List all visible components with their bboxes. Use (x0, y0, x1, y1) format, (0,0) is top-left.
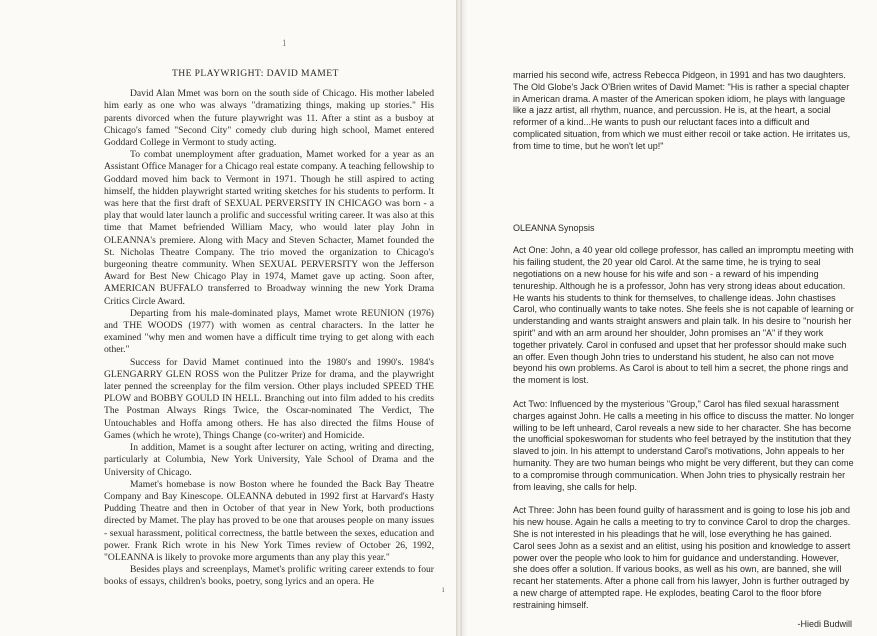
synopsis-title: OLEANNA Synopsis (513, 222, 595, 233)
article-paragraph: In addition, Mamet is a sought after lecturer on acting, writing and directing, particularly at Columbia, New York University, Yale School of Drama and the University of Chicago. (104, 442, 434, 478)
act-text: Influenced by the mysterious "Group," Carol has filed sexual harassment charges against John. He calls a meeting in his office to discuss the matter. No longer willing to be left unheard, Carol reveals a new side to her character. She has become the unofficial spokeswoman for students who feel betrayed by the institution that they slaved to join. In his attempt to understand Carol's motivations, John appeals to her humanity. They are two human beings who might be very different, but they can come to a compromise through communication. When John tries to physically restrain her from leaving, she calls for help. (513, 398, 855, 492)
act-two-paragraph (513, 399, 854, 493)
article-paragraph: Besides plays and screenplays, Mamet's prolific writing career extends to four books of essays, children's books, poetry, song lyrics and an opera. He (104, 564, 434, 588)
continuation-paragraph: married his second wife, actress Rebecca Pidgeon, in 1991 and has two daughters. The Old Globe's Jack O'Brien writes of David Mamet: "His is rather a special chapter in American drama. A master of the American spoken idiom, he plays with language like a jazz artist, all rhythm, nuance, and percussion. He is, at the heart, a social reformer of a kind...He wants to push our reluctant faces into a difficult and complicated situation, from which we must either recoil or take action. He irritates us, from time to time, but he won't let up!" (513, 70, 851, 151)
act-text: John, a 40 year old college professor, has called an impromptu meeting with his failing student, the 20 year old Carol. At the same time, he is trying to seal negotiations on a new house for his wife and son - a reward of his impending tenureship. Although he is a professor, John has very strong ideas about education. He wants his students to think for themselves, to challenge ideas. John chastises Carol, who continually wants to take notes. She feels she is not capable of learning or understanding and wants straight answers and plain talk. In his desire to "nourish her spirit" and with an arm around her shoulder, John promises an "A" if they work together privately. Carol in confused and upset that her professor should make such an offer. Even though John tries to understand his student, he also can not move beyond his own problems. As Carol is about to tell him a secret, the phone rings and the moment is lost. (513, 245, 854, 386)
article-paragraph: To combat unemployment after graduation, Mamet worked for a year as an Assistant Office Manager for a Chicago real estate company. A teaching fellowship to Goddard moved him back to Vermont in 1971. Though he still aspired to acting himself, the hidden playwright started writing sketches for his students to perform. It was here that the first draft of SEXUAL PERVERSITY IN CHICAGO was born - a play that would later launch a prolific and successful writing career. It was also at this time that Mamet befriended William Macy, who would later play John in OLEANNA's premiere. Along with Macy and Steven Schacter, Mamet founded the St. Nicholas Theatre Company. The trio moved the organization to Chicago's burgeoning theatre community. When SEXUAL PERVERSITY won the Jefferson Award for Best New Chicago Play in 1974, Mamet gave up acting. Soon after, AMERICAN BUFFALO transferred to Broadway winning the new York Drama Critics Circle Award. (104, 149, 434, 307)
page-mark: 1 (282, 38, 287, 48)
article-paragraph: David Alan Mmet was born on the south side of Chicago. His mother labeled him early as one who was always "dramatizing things, making up stories." His parents divorced when the future playwright was 11. After a stint as a busboy at Chicago's famed "Second City" comedy club during high school, Mamet entered Goddard College in Vermont to study acting. (104, 88, 434, 149)
act-text: John has been found guilty of harassment and is going to lose his job and his new house. Again he calls a meeting to try to convince Carol to drop the charges. She is not interested in his pleadings that he will, lose everything he has gained. Carol sees John as a sexist and an elitist, using his position and knowledge to assert power over the people who look to him for guidance and understanding. However, she does offer a solution. If various books, as well as his own, are banned, she will recant her statements. After a phone call from his lawyer, John is further outraged by a new charge of attempted rape. He explodes, beating Carol to the floor bfore restraining himself. (513, 505, 851, 610)
right-page (442, 0, 877, 636)
act-label: Act One: (513, 245, 549, 256)
playwright-article (104, 68, 434, 589)
article-title: THE PLAYWRIGHT: DAVID MAMET (172, 68, 339, 79)
article-paragraph: Departing from his male-dominated plays, Mamet wrote REUNION (1976) and THE WOODS (1977) with women as central characters. In the latter he examined "why men and women have a difficult time trying to get along with each other." (104, 307, 434, 356)
article-paragraph: Success for David Mamet continued into the 1980's and 1990's. 1984's GLENGARRY GLEN ROSS won the Pulitzer Prize for drama, and the playwright later penned the screenplay for the film version. Other plays included SPEED THE PLOW and BOBBY GOULD IN HELL. Branching out into film added to his credits The Postman Always Rings Twice, the Oscar-nominated The Verdict, The Untouchables and Hoffa among others. He has also directed the films House of Games (which he wrote), Things Change (co-writer) and Homicide. (104, 356, 434, 441)
act-label: Act Two: (513, 398, 548, 409)
article-paragraph: Mamet's homebase is now Boston where he founded the Back Bay Theatre Company and Bay Kinescope. OLEANNA debuted in 1992 first at Harvard's Hasty Pudding Theatre and then in October of that year in New York, both productions directed by Mamet. The play has proved to be one that arouses people on many issues - sexual harassment, political correctness, the battle between the sexes, education and power. Frank Rich wrote in his New York Times review of October 26, 1992, "OLEANNA is likely to provoke more arguments than any play this year." (104, 478, 434, 563)
synopsis-column (513, 70, 854, 631)
act-label: Act Three: (513, 505, 555, 516)
act-three-paragraph (513, 505, 854, 611)
page-mark: ı (442, 584, 445, 594)
page-shadow (462, 0, 468, 636)
author-signature: -Hiedi Budwill (797, 619, 852, 630)
act-one-paragraph (513, 245, 854, 387)
